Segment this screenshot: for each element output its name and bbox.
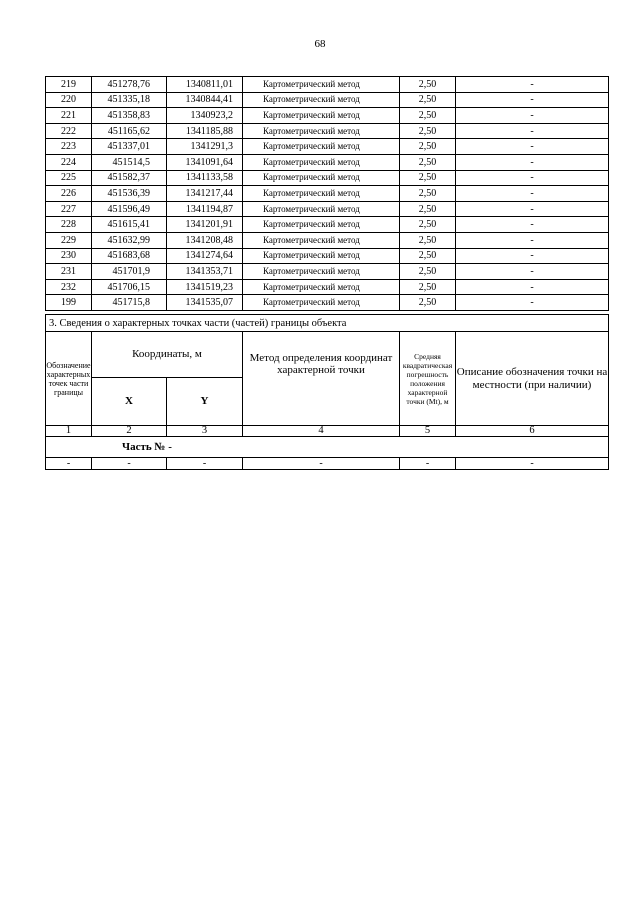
parts-table [45, 314, 609, 470]
empty-cell: - [456, 458, 609, 470]
method-cell: Картометрический метод [243, 232, 400, 248]
x-coordinate-cell: 451582,37 [92, 170, 167, 186]
point-number-cell: 232 [46, 279, 92, 295]
y-coordinate-cell: 1340923,2 [167, 108, 243, 124]
x-coordinate-cell: 451706,15 [92, 279, 167, 295]
y-coordinate-cell: 1341519,23 [167, 279, 243, 295]
description-cell: - [456, 264, 609, 280]
y-coordinate-cell: 1341535,07 [167, 295, 243, 311]
description-cell: - [456, 139, 609, 155]
mean-error-cell: 2,50 [400, 170, 456, 186]
point-number-cell: 221 [46, 108, 92, 124]
column-number: 6 [456, 426, 609, 437]
y-coordinate-cell: 1341091,64 [167, 154, 243, 170]
x-coordinate-cell: 451165,62 [92, 123, 167, 139]
table-row [46, 279, 609, 295]
table-row [46, 232, 609, 248]
point-number-cell: 224 [46, 154, 92, 170]
mean-error-cell: 2,50 [400, 154, 456, 170]
section-3-title: 3. Сведения о характерных точках части (частей) границы объекта [46, 315, 609, 332]
y-coordinate-cell: 1341353,71 [167, 264, 243, 280]
point-number-cell: 199 [46, 295, 92, 311]
column-number: 4 [243, 426, 400, 437]
description-cell: - [456, 154, 609, 170]
y-coordinate-cell: 1341274,64 [167, 248, 243, 264]
description-cell: - [456, 217, 609, 233]
points-table [45, 76, 609, 311]
x-coordinate-cell: 451632,99 [92, 232, 167, 248]
table-row [46, 154, 609, 170]
method-cell: Картометрический метод [243, 123, 400, 139]
mean-error-cell: 2,50 [400, 77, 456, 93]
method-cell: Картометрический метод [243, 264, 400, 280]
empty-cell: - [243, 458, 400, 470]
x-coordinate-cell: 451337,01 [92, 139, 167, 155]
empty-cell: - [92, 458, 167, 470]
header-y: Y [167, 378, 243, 426]
x-coordinate-cell: 451701,9 [92, 264, 167, 280]
header-coordinates: Координаты, м [92, 332, 243, 378]
y-coordinate-cell: 1341291,3 [167, 139, 243, 155]
header-mean-error: Средняя квадратическая погрешность положения характерной точки (Mt), м [400, 332, 456, 426]
mean-error-cell: 2,50 [400, 295, 456, 311]
header-method: Метод определения координат характерной точки [243, 332, 400, 426]
table-row [46, 186, 609, 202]
method-cell: Картометрический метод [243, 248, 400, 264]
description-cell: - [456, 123, 609, 139]
point-number-cell: 226 [46, 186, 92, 202]
description-cell: - [456, 108, 609, 124]
x-coordinate-cell: 451596,49 [92, 201, 167, 217]
mean-error-cell: 2,50 [400, 139, 456, 155]
table-row [46, 217, 609, 233]
table-row [46, 201, 609, 217]
table-row [46, 77, 609, 93]
method-cell: Картометрический метод [243, 92, 400, 108]
x-coordinate-cell: 451615,41 [92, 217, 167, 233]
part-label: Часть № - [46, 437, 609, 458]
point-number-cell: 228 [46, 217, 92, 233]
mean-error-cell: 2,50 [400, 264, 456, 280]
description-cell: - [456, 295, 609, 311]
table-row [46, 170, 609, 186]
column-number: 1 [46, 426, 92, 437]
mean-error-cell: 2,50 [400, 279, 456, 295]
table-row [46, 108, 609, 124]
method-cell: Картометрический метод [243, 217, 400, 233]
point-number-cell: 220 [46, 92, 92, 108]
method-cell: Картометрический метод [243, 139, 400, 155]
empty-cell: - [46, 458, 92, 470]
point-number-cell: 219 [46, 77, 92, 93]
table-row [46, 92, 609, 108]
mean-error-cell: 2,50 [400, 92, 456, 108]
mean-error-cell: 2,50 [400, 248, 456, 264]
point-number-cell: 230 [46, 248, 92, 264]
method-cell: Картометрический метод [243, 108, 400, 124]
x-coordinate-cell: 451683,68 [92, 248, 167, 264]
mean-error-cell: 2,50 [400, 201, 456, 217]
y-coordinate-cell: 1341208,48 [167, 232, 243, 248]
empty-cell: - [167, 458, 243, 470]
table-row [46, 123, 609, 139]
method-cell: Картометрический метод [243, 77, 400, 93]
x-coordinate-cell: 451715,8 [92, 295, 167, 311]
x-coordinate-cell: 451358,83 [92, 108, 167, 124]
point-number-cell: 229 [46, 232, 92, 248]
point-number-cell: 222 [46, 123, 92, 139]
x-coordinate-cell: 451536,39 [92, 186, 167, 202]
point-number-cell: 225 [46, 170, 92, 186]
description-cell: - [456, 201, 609, 217]
description-cell: - [456, 170, 609, 186]
mean-error-cell: 2,50 [400, 232, 456, 248]
y-coordinate-cell: 1341133,58 [167, 170, 243, 186]
mean-error-cell: 2,50 [400, 123, 456, 139]
table-row [46, 139, 609, 155]
y-coordinate-cell: 1341194,87 [167, 201, 243, 217]
table-row [46, 295, 609, 311]
column-number: 3 [167, 426, 243, 437]
table-row [46, 248, 609, 264]
header-designation: Обозначение характерных точек части границы [46, 332, 92, 426]
description-cell: - [456, 77, 609, 93]
method-cell: Картометрический метод [243, 279, 400, 295]
empty-cell: - [400, 458, 456, 470]
description-cell: - [456, 92, 609, 108]
point-number-cell: 223 [46, 139, 92, 155]
method-cell: Картометрический метод [243, 186, 400, 202]
table-row [46, 264, 609, 280]
method-cell: Картометрический метод [243, 295, 400, 311]
mean-error-cell: 2,50 [400, 217, 456, 233]
header-description: Описание обозначения точки на местности (при наличии) [456, 332, 609, 426]
header-x: X [92, 378, 167, 426]
page-number: 68 [314, 38, 326, 50]
description-cell: - [456, 186, 609, 202]
column-number: 5 [400, 426, 456, 437]
description-cell: - [456, 232, 609, 248]
method-cell: Картометрический метод [243, 170, 400, 186]
y-coordinate-cell: 1340844,41 [167, 92, 243, 108]
column-number: 2 [92, 426, 167, 437]
x-coordinate-cell: 451335,18 [92, 92, 167, 108]
mean-error-cell: 2,50 [400, 186, 456, 202]
y-coordinate-cell: 1341217,44 [167, 186, 243, 202]
y-coordinate-cell: 1341201,91 [167, 217, 243, 233]
y-coordinate-cell: 1340811,01 [167, 77, 243, 93]
method-cell: Картометрический метод [243, 154, 400, 170]
description-cell: - [456, 279, 609, 295]
mean-error-cell: 2,50 [400, 108, 456, 124]
x-coordinate-cell: 451514,5 [92, 154, 167, 170]
point-number-cell: 227 [46, 201, 92, 217]
point-number-cell: 231 [46, 264, 92, 280]
x-coordinate-cell: 451278,76 [92, 77, 167, 93]
description-cell: - [456, 248, 609, 264]
y-coordinate-cell: 1341185,88 [167, 123, 243, 139]
method-cell: Картометрический метод [243, 201, 400, 217]
